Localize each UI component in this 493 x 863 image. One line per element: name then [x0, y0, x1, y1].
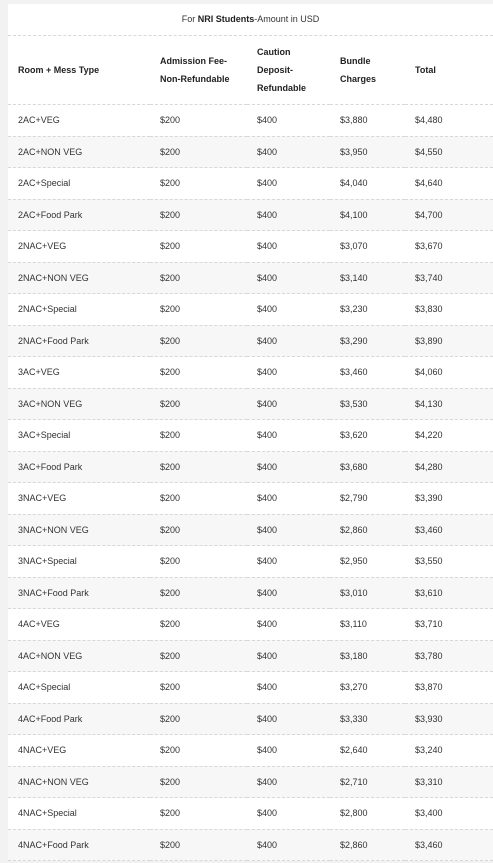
cell-room-mess-type: 2AC+Food Park — [8, 199, 150, 231]
cell-total: $3,610 — [405, 577, 493, 609]
cell-total: $3,710 — [405, 609, 493, 641]
cell-bundle-charges: $3,290 — [330, 325, 405, 357]
cell-caution-deposit: $400 — [247, 325, 330, 357]
cell-total: $3,390 — [405, 483, 493, 515]
table-row — [8, 262, 493, 294]
table-row — [8, 357, 493, 389]
header-row — [8, 36, 493, 105]
cell-total: $3,890 — [405, 325, 493, 357]
cell-total: $3,240 — [405, 735, 493, 767]
table-header — [8, 36, 493, 105]
table-row — [8, 294, 493, 326]
cell-caution-deposit: $400 — [247, 420, 330, 452]
cell-room-mess-type: 4AC+Food Park — [8, 703, 150, 735]
cell-admission-fee: $200 — [150, 798, 247, 830]
cell-caution-deposit: $400 — [247, 199, 330, 231]
caption-prefix: For — [181, 14, 198, 24]
cell-bundle-charges: $3,140 — [330, 262, 405, 294]
cell-bundle-charges: $3,620 — [330, 420, 405, 452]
cell-caution-deposit: $400 — [247, 766, 330, 798]
cell-total: $4,130 — [405, 388, 493, 420]
cell-caution-deposit: $400 — [247, 577, 330, 609]
cell-bundle-charges: $3,680 — [330, 451, 405, 483]
table-row — [8, 735, 493, 767]
cell-admission-fee: $200 — [150, 577, 247, 609]
cell-caution-deposit: $400 — [247, 546, 330, 578]
cell-admission-fee: $200 — [150, 357, 247, 389]
cell-caution-deposit: $400 — [247, 483, 330, 515]
cell-room-mess-type: 2AC+VEG — [8, 105, 150, 137]
cell-bundle-charges: $2,800 — [330, 798, 405, 830]
cell-total: $4,220 — [405, 420, 493, 452]
cell-caution-deposit: $400 — [247, 168, 330, 200]
header-room-mess-type: Room + Mess Type — [8, 36, 150, 105]
cell-bundle-charges: $3,880 — [330, 105, 405, 137]
cell-room-mess-type: 2NAC+NON VEG — [8, 262, 150, 294]
cell-bundle-charges: $3,070 — [330, 231, 405, 263]
cell-caution-deposit: $400 — [247, 262, 330, 294]
cell-admission-fee: $200 — [150, 262, 247, 294]
cell-total: $3,870 — [405, 672, 493, 704]
cell-bundle-charges: $2,790 — [330, 483, 405, 515]
cell-caution-deposit: $400 — [247, 829, 330, 861]
cell-total: $3,740 — [405, 262, 493, 294]
cell-total: $3,830 — [405, 294, 493, 326]
cell-total: $3,310 — [405, 766, 493, 798]
table-row — [8, 609, 493, 641]
cell-bundle-charges: $4,100 — [330, 199, 405, 231]
cell-total: $3,550 — [405, 546, 493, 578]
cell-total: $3,460 — [405, 829, 493, 861]
table-row — [8, 546, 493, 578]
cell-total: $4,700 — [405, 199, 493, 231]
table-row — [8, 483, 493, 515]
cell-room-mess-type: 3AC+NON VEG — [8, 388, 150, 420]
cell-admission-fee: $200 — [150, 735, 247, 767]
table-row — [8, 105, 493, 137]
cell-bundle-charges: $4,040 — [330, 168, 405, 200]
table-body — [8, 105, 493, 861]
cell-bundle-charges: $2,640 — [330, 735, 405, 767]
cell-bundle-charges: $3,180 — [330, 640, 405, 672]
cell-caution-deposit: $400 — [247, 609, 330, 641]
cell-room-mess-type: 2NAC+Food Park — [8, 325, 150, 357]
cell-admission-fee: $200 — [150, 766, 247, 798]
header-caution-deposit: Caution Deposit- Refundable — [247, 36, 330, 105]
cell-admission-fee: $200 — [150, 609, 247, 641]
cell-total: $3,780 — [405, 640, 493, 672]
header-total: Total — [405, 36, 493, 105]
cell-room-mess-type: 2AC+Special — [8, 168, 150, 200]
cell-caution-deposit: $400 — [247, 105, 330, 137]
cell-total: $4,060 — [405, 357, 493, 389]
cell-total: $4,640 — [405, 168, 493, 200]
cell-admission-fee: $200 — [150, 325, 247, 357]
table-row — [8, 703, 493, 735]
cell-room-mess-type: 4AC+VEG — [8, 609, 150, 641]
cell-admission-fee: $200 — [150, 105, 247, 137]
cell-admission-fee: $200 — [150, 294, 247, 326]
cell-room-mess-type: 3NAC+Food Park — [8, 577, 150, 609]
table-row — [8, 640, 493, 672]
cell-bundle-charges: $3,530 — [330, 388, 405, 420]
table-row — [8, 168, 493, 200]
header-admission-fee: Admission Fee- Non-Refundable — [150, 36, 247, 105]
cell-bundle-charges: $2,860 — [330, 514, 405, 546]
cell-total: $3,460 — [405, 514, 493, 546]
cell-admission-fee: $200 — [150, 420, 247, 452]
table-row — [8, 420, 493, 452]
fee-table — [8, 36, 493, 861]
table-row — [8, 451, 493, 483]
cell-room-mess-type: 2NAC+VEG — [8, 231, 150, 263]
cell-bundle-charges: $3,950 — [330, 136, 405, 168]
cell-bundle-charges: $3,330 — [330, 703, 405, 735]
cell-room-mess-type: 3AC+Food Park — [8, 451, 150, 483]
fee-table-container — [8, 4, 493, 861]
table-row — [8, 577, 493, 609]
cell-room-mess-type: 4NAC+NON VEG — [8, 766, 150, 798]
cell-total: $4,480 — [405, 105, 493, 137]
cell-bundle-charges: $3,460 — [330, 357, 405, 389]
cell-room-mess-type: 3NAC+VEG — [8, 483, 150, 515]
table-row — [8, 136, 493, 168]
cell-caution-deposit: $400 — [247, 640, 330, 672]
cell-admission-fee: $200 — [150, 136, 247, 168]
cell-admission-fee: $200 — [150, 168, 247, 200]
cell-room-mess-type: 3NAC+Special — [8, 546, 150, 578]
cell-bundle-charges: $2,860 — [330, 829, 405, 861]
cell-admission-fee: $200 — [150, 483, 247, 515]
table-row — [8, 672, 493, 704]
caption-bold: NRI Students — [197, 14, 255, 24]
cell-total: $4,280 — [405, 451, 493, 483]
cell-admission-fee: $200 — [150, 199, 247, 231]
cell-room-mess-type: 2NAC+Special — [8, 294, 150, 326]
cell-admission-fee: $200 — [150, 546, 247, 578]
cell-admission-fee: $200 — [150, 829, 247, 861]
cell-room-mess-type: 4AC+NON VEG — [8, 640, 150, 672]
cell-room-mess-type: 3AC+VEG — [8, 357, 150, 389]
cell-room-mess-type: 4AC+Special — [8, 672, 150, 704]
cell-admission-fee: $200 — [150, 703, 247, 735]
cell-total: $3,930 — [405, 703, 493, 735]
cell-caution-deposit: $400 — [247, 294, 330, 326]
table-row — [8, 514, 493, 546]
cell-bundle-charges: $2,710 — [330, 766, 405, 798]
cell-total: $4,550 — [405, 136, 493, 168]
cell-bundle-charges: $3,230 — [330, 294, 405, 326]
table-row — [8, 231, 493, 263]
cell-caution-deposit: $400 — [247, 231, 330, 263]
cell-caution-deposit: $400 — [247, 735, 330, 767]
caption-suffix: -Amount in USD — [254, 14, 320, 24]
cell-admission-fee: $200 — [150, 231, 247, 263]
cell-caution-deposit: $400 — [247, 703, 330, 735]
cell-caution-deposit: $400 — [247, 388, 330, 420]
cell-room-mess-type: 4NAC+VEG — [8, 735, 150, 767]
cell-bundle-charges: $3,110 — [330, 609, 405, 641]
cell-bundle-charges: $3,270 — [330, 672, 405, 704]
cell-caution-deposit: $400 — [247, 798, 330, 830]
cell-admission-fee: $200 — [150, 640, 247, 672]
table-row — [8, 798, 493, 830]
table-row — [8, 829, 493, 861]
cell-admission-fee: $200 — [150, 672, 247, 704]
cell-bundle-charges: $3,010 — [330, 577, 405, 609]
cell-bundle-charges: $2,950 — [330, 546, 405, 578]
table-row — [8, 325, 493, 357]
cell-caution-deposit: $400 — [247, 672, 330, 704]
cell-caution-deposit: $400 — [247, 136, 330, 168]
cell-room-mess-type: 4NAC+Special — [8, 798, 150, 830]
cell-room-mess-type: 4NAC+Food Park — [8, 829, 150, 861]
cell-room-mess-type: 2AC+NON VEG — [8, 136, 150, 168]
table-row — [8, 199, 493, 231]
cell-admission-fee: $200 — [150, 451, 247, 483]
cell-caution-deposit: $400 — [247, 514, 330, 546]
cell-total: $3,400 — [405, 798, 493, 830]
cell-room-mess-type: 3AC+Special — [8, 420, 150, 452]
cell-total: $3,670 — [405, 231, 493, 263]
table-caption — [8, 4, 493, 36]
cell-caution-deposit: $400 — [247, 451, 330, 483]
cell-room-mess-type: 3NAC+NON VEG — [8, 514, 150, 546]
cell-caution-deposit: $400 — [247, 357, 330, 389]
cell-admission-fee: $200 — [150, 388, 247, 420]
table-row — [8, 388, 493, 420]
header-bundle-charges: Bundle Charges — [330, 36, 405, 105]
table-row — [8, 766, 493, 798]
cell-admission-fee: $200 — [150, 514, 247, 546]
